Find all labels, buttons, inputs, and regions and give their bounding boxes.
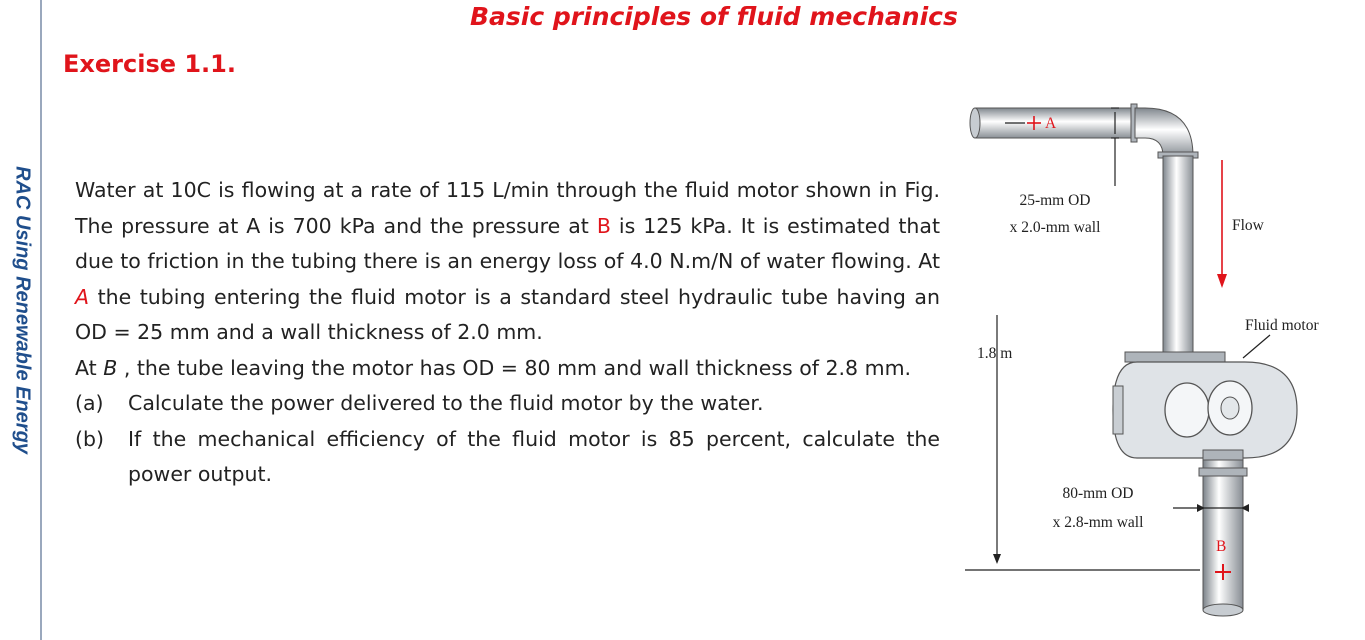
flow-arrow bbox=[1217, 160, 1227, 288]
inlet-wall-label: x 2.0-mm wall bbox=[1009, 219, 1101, 236]
task-tag: (b) bbox=[75, 426, 105, 451]
inlet-od-label: 25-mm OD bbox=[1019, 192, 1091, 209]
task-item bbox=[75, 386, 940, 422]
p2-text-1: At bbox=[75, 355, 104, 380]
flow-label: Flow bbox=[1232, 217, 1264, 234]
problem-statement bbox=[75, 173, 940, 493]
inlet-pipe bbox=[970, 104, 1198, 158]
task-item bbox=[75, 422, 940, 493]
outlet-wall-label: x 2.8-mm wall bbox=[1052, 514, 1144, 531]
p1-text-2: is 125 kPa. It is estimated that due to friction in the tubing there is an energy loss of 4.0 N.m/N of water flowing. At bbox=[75, 213, 940, 273]
exercise-heading: Exercise 1.1. bbox=[63, 50, 236, 78]
label-b: B bbox=[1216, 538, 1227, 555]
point-b-ref-2: B bbox=[103, 355, 118, 380]
p1-text-3: the tubing entering the fluid motor is a standard steel hydraulic tube having an OD = 25 mm and a wall thickness of 2.0 mm. bbox=[75, 284, 940, 344]
task-list bbox=[75, 386, 940, 493]
fluid-motor bbox=[1113, 335, 1297, 460]
problem-paragraph-1 bbox=[75, 173, 940, 351]
height-label: 1.8 m bbox=[977, 345, 1013, 362]
motor-label: Fluid motor bbox=[1245, 317, 1319, 334]
sidebar-label: RAC Using Renewable Energy bbox=[11, 166, 34, 454]
problem-paragraph-2 bbox=[75, 351, 940, 387]
sidebar-rule bbox=[40, 0, 42, 640]
page-title: Basic principles of fluid mechanics bbox=[470, 2, 958, 31]
task-text: Calculate the power delivered to the fluid motor by the water. bbox=[128, 391, 764, 415]
task-tag: (a) bbox=[75, 391, 104, 415]
outlet-od-label: 80-mm OD bbox=[1062, 485, 1134, 502]
label-a: A bbox=[1045, 115, 1057, 132]
task-text: If the mechanical efficiency of the fluid motor is 85 percent, calculate the power output. bbox=[128, 426, 940, 486]
point-a-ref: A bbox=[75, 284, 90, 309]
p2-text-2: , the tube leaving the motor has OD = 80 mm and wall thickness of 2.8 mm. bbox=[117, 355, 912, 380]
p1-text-1: Water at 10C is flowing at a rate of 115 L/min through the fluid motor shown in Fig. The pressure at A is 700 kPa and the pressure at bbox=[75, 178, 940, 238]
fluid-motor-figure bbox=[945, 90, 1365, 640]
point-b-ref: B bbox=[596, 213, 611, 238]
vertical-pipe bbox=[1163, 156, 1193, 356]
outlet-pipe bbox=[1173, 460, 1249, 616]
